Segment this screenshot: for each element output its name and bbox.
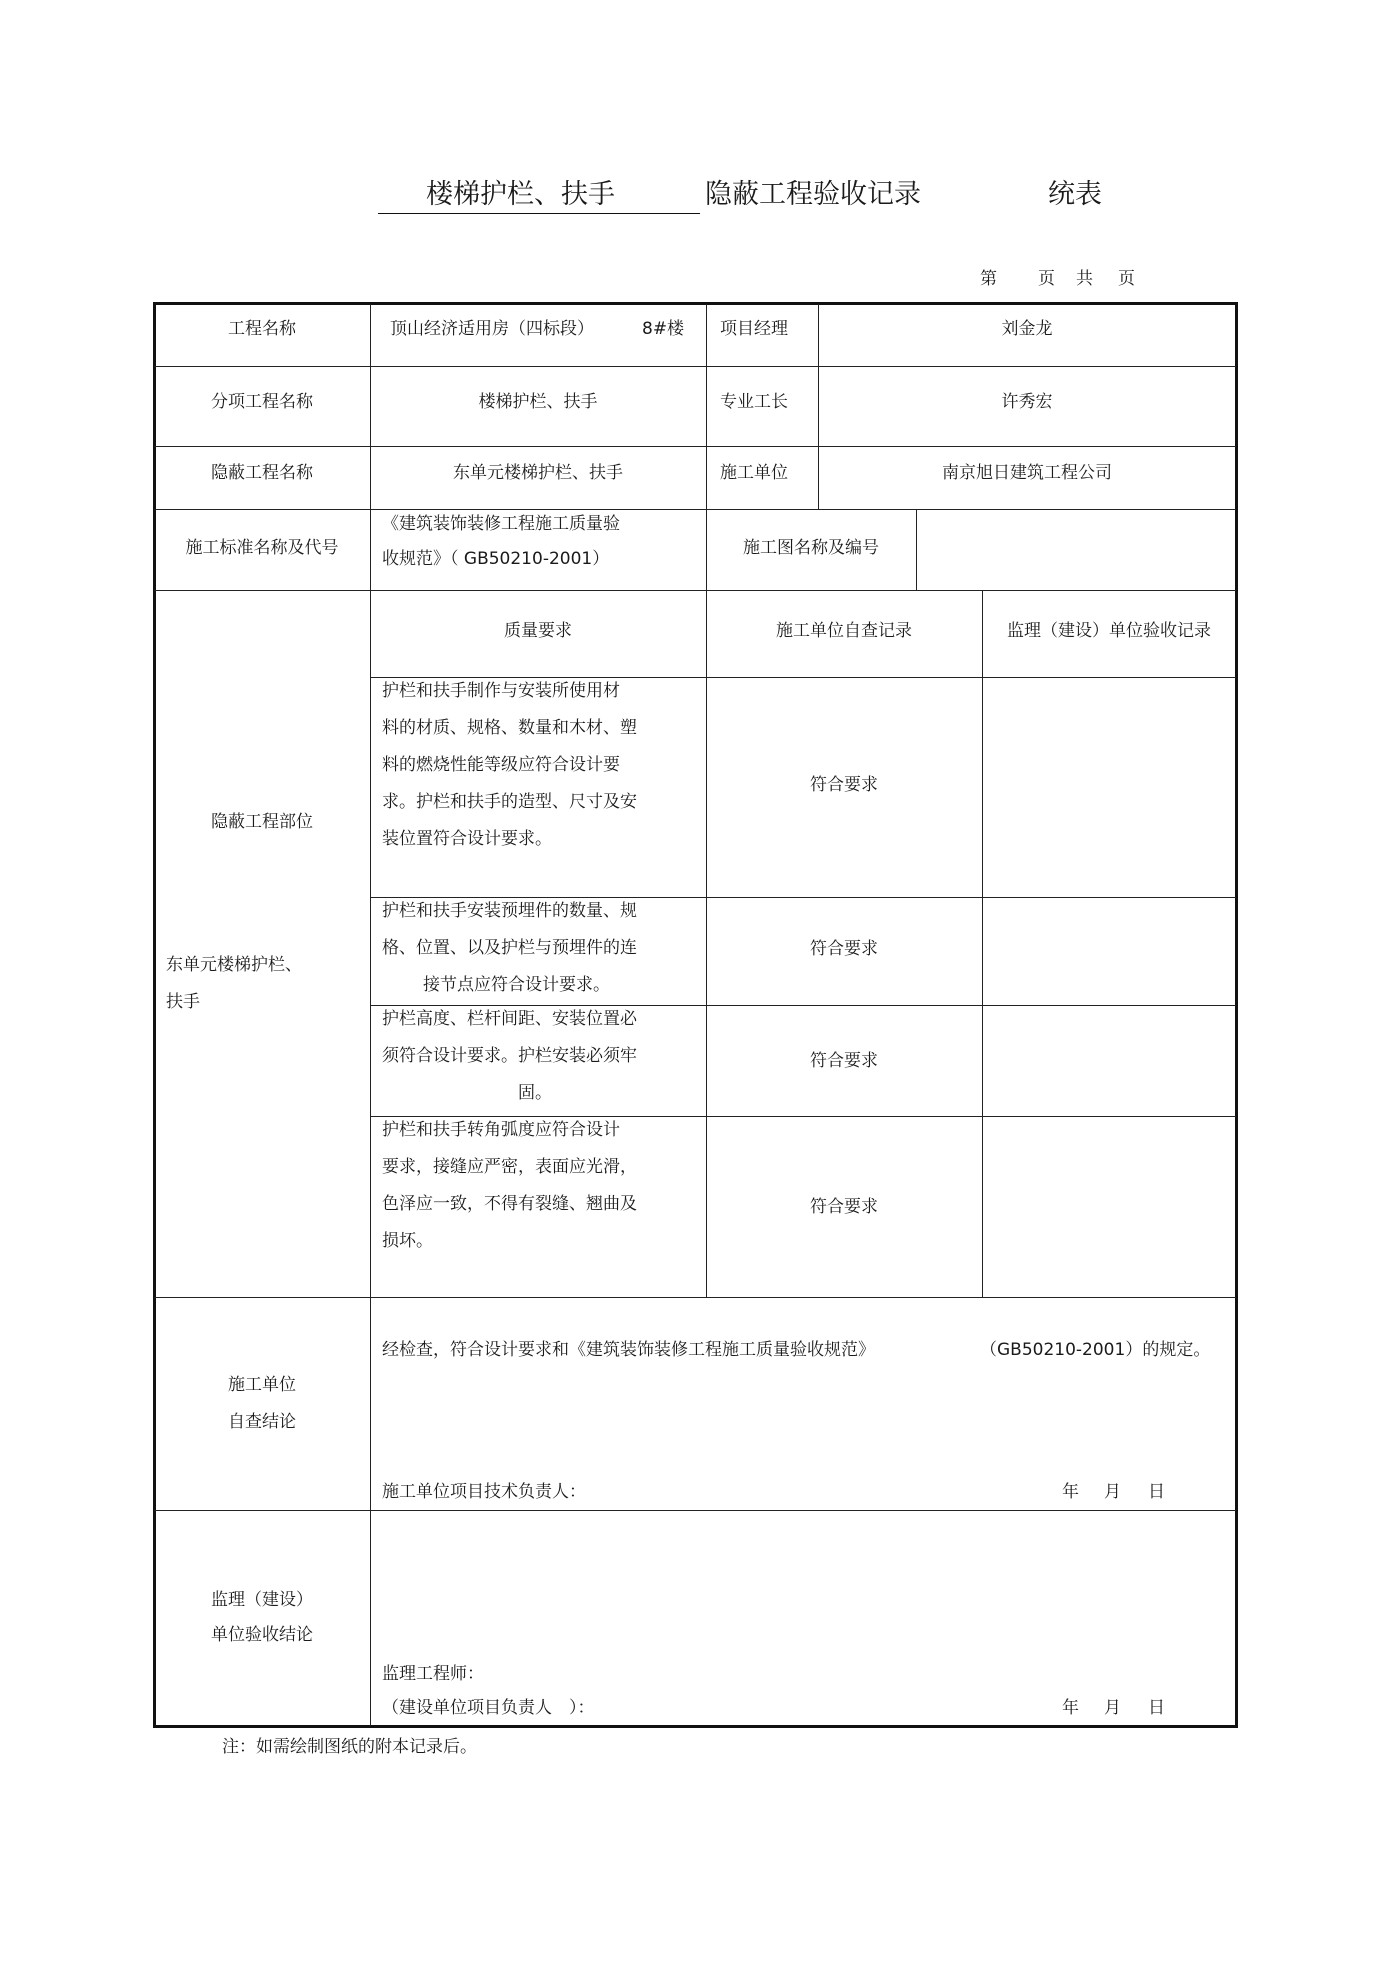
self-conclusion-label-1: 施工单位 [228,1375,296,1395]
quality-item-4 [382,1112,702,1260]
hidden-name-value: 东单元楼梯护栏、扶手 [453,463,623,483]
quality-item-line: 要求，接缝应严密，表面应光滑， [382,1157,637,1177]
contractor-label: 施工单位 [720,463,788,483]
foreman-value: 许秀宏 [1001,392,1053,412]
row-divider [154,1510,1236,1511]
supervision-engineer: 监理工程师： [382,1664,484,1684]
self-conclusion-day: 日 [1148,1482,1165,1502]
quality-item-line: 色泽应一致，不得有裂缝、翘曲及 [382,1194,637,1214]
quality-item-1 [382,673,702,858]
total-unit: 页 [1118,269,1135,289]
self-conclusion-label-2: 自查结论 [228,1412,296,1432]
quality-item-line: 求。护栏和扶手的造型、尺寸及安 [382,792,637,812]
contractor-value: 南京旭日建筑工程公司 [942,463,1112,483]
col-header-quality: 质量要求 [504,621,572,641]
self-conclusion-month: 月 [1104,1482,1121,1502]
supervision-label-1: 监理（建设） [211,1590,313,1610]
self-check-result-4: 符合要求 [810,1197,878,1217]
page-label: 第 [980,269,997,289]
project-name-value: 顶山经济适用房（四标段） [390,319,594,339]
supervision-month: 月 [1104,1698,1121,1718]
self-conclusion-signer: 施工单位项目技术负责人： [382,1482,586,1502]
project-name-label: 工程名称 [228,319,296,339]
col-divider [982,590,983,1297]
quality-item-2 [382,893,702,1004]
self-conclusion-text-standard: （GB50210-2001）的规定。 [980,1340,1211,1360]
manager-value: 刘金龙 [1001,319,1053,339]
col-header-self-check: 施工单位自查记录 [776,621,912,641]
drawing-label: 施工图名称及编号 [743,538,879,558]
quality-item-line: 须符合设计要求。护栏安装必须牢 [382,1046,637,1066]
supervision-day: 日 [1148,1698,1165,1718]
quality-item-line: 护栏和扶手制作与安装所使用材 [382,681,620,701]
standard-value-line2: 收规范》（ GB50210-2001） [382,549,610,569]
row-divider [154,1297,1236,1298]
quality-item-line: 格、位置、以及护栏与预埋件的连 [382,938,637,958]
subitem-label: 分项工程名称 [211,392,313,412]
col-header-supervision: 监理（建设）单位验收记录 [1007,621,1211,641]
self-check-result-1: 符合要求 [810,775,878,795]
supervision-owner: （建设单位项目负责人 ）： [382,1698,595,1718]
part-value-line2: 扶手 [166,992,200,1012]
quality-item-line: 料的燃烧性能等级应符合设计要 [382,755,620,775]
self-conclusion-year: 年 [1062,1482,1079,1502]
col-divider [916,509,917,590]
page-title: 隐蔽工程验收记录 [705,179,921,210]
row-divider [154,509,1236,510]
self-conclusion-text: 经检查，符合设计要求和《建筑装饰装修工程施工质量验收规范》 [382,1340,875,1360]
subitem-value: 楼梯护栏、扶手 [478,392,598,412]
title-underline-1 [378,213,700,214]
manager-label: 项目经理 [720,319,788,339]
quality-item-3 [382,1001,702,1112]
self-check-result-3: 符合要求 [810,1051,878,1071]
part-label: 隐蔽工程部位 [211,812,313,832]
standard-label: 施工标准名称及代号 [185,538,339,558]
hidden-name-label: 隐蔽工程名称 [211,463,313,483]
total-label: 共 [1076,269,1093,289]
row-divider [154,366,1236,367]
quality-item-line: 接节点应符合设计要求。 [423,975,610,995]
quality-item-line: 料的材质、规格、数量和木材、塑 [382,718,637,738]
foreman-label: 专业工长 [720,392,788,412]
quality-item-line: 损坏。 [382,1231,433,1251]
self-check-result-2: 符合要求 [810,939,878,959]
row-divider [154,590,1236,591]
standard-value-line1: 《建筑装饰装修工程施工质量验 [382,514,620,534]
title-subject: 楼梯护栏、扶手 [426,179,615,210]
title-suffix: 统表 [1048,179,1102,210]
quality-item-line: 装位置符合设计要求。 [382,829,552,849]
supervision-label-2: 单位验收结论 [211,1625,313,1645]
footnote: 注：如需绘制图纸的附本记录后。 [222,1737,477,1757]
quality-item-line: 护栏高度、栏杆间距、安装位置必 [382,1009,637,1029]
quality-item-line: 护栏和扶手转角弧度应符合设计 [382,1120,620,1140]
building-number: 8#楼 [642,319,685,339]
row-divider [154,446,1236,447]
quality-item-line: 护栏和扶手安装预埋件的数量、规 [382,901,637,921]
supervision-year: 年 [1062,1698,1079,1718]
part-value-line1: 东单元楼梯护栏、 [166,955,302,975]
col-divider [370,304,371,1726]
page-unit: 页 [1038,269,1055,289]
quality-item-line: 固。 [518,1083,552,1103]
